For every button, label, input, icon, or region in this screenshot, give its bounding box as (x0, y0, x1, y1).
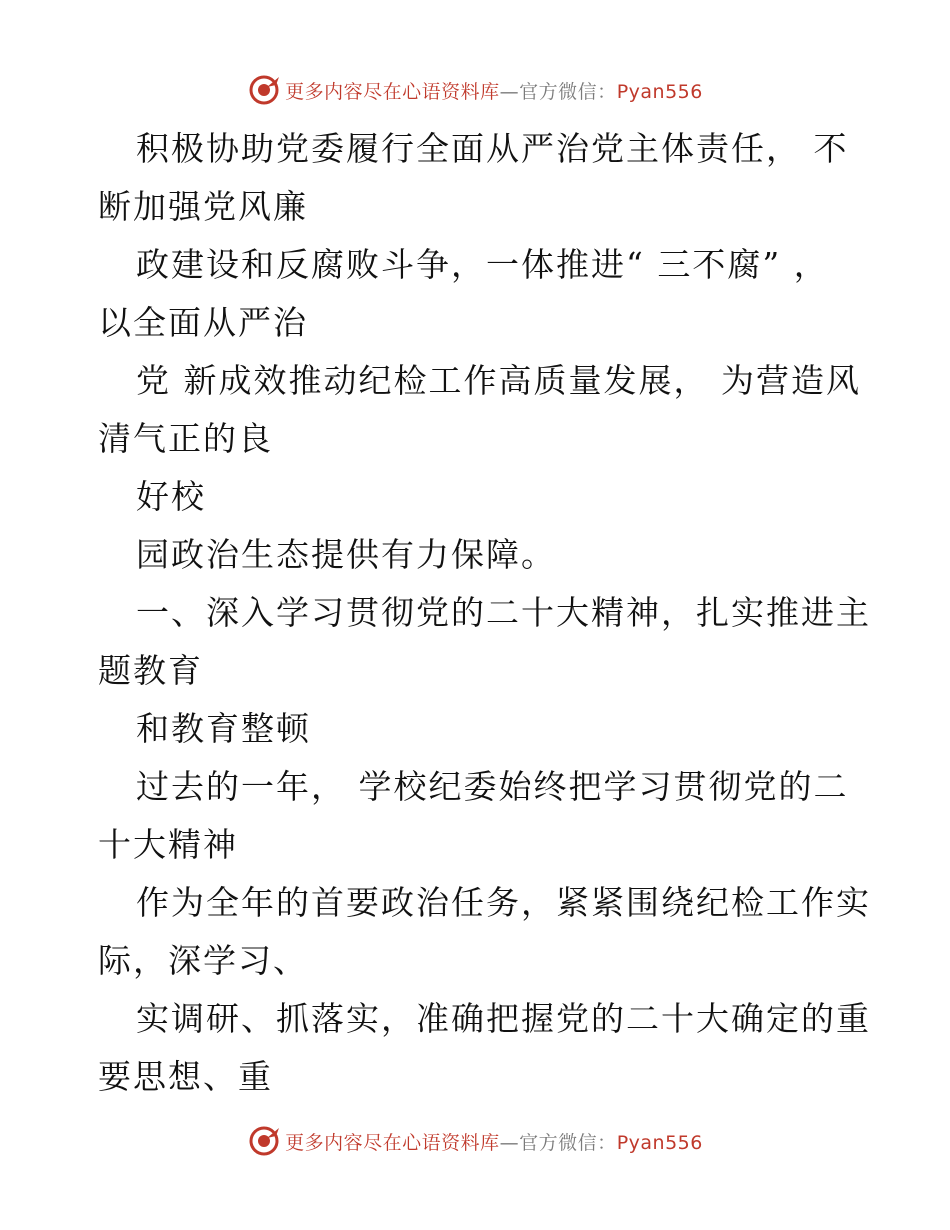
text-line: 园政治生态提供有力保障。 (136, 535, 556, 574)
banner-wechat-label: —官方微信： (499, 80, 617, 103)
banner-text (285, 1128, 703, 1155)
text-line: 际，深学习、 (98, 941, 308, 980)
text-line: 好校 (136, 477, 206, 516)
banner-wechat-id: Pyan556 (616, 80, 703, 103)
document-body (98, 120, 871, 1106)
text-line: 过去的一年， 学校纪委始终把学习贯彻党的二 (136, 767, 849, 806)
banner-site-name: 更多内容尽在心语资料库 (285, 80, 500, 103)
banner-site-name: 更多内容尽在心语资料库 (285, 1131, 500, 1154)
logo-icon (247, 1124, 281, 1158)
header-banner (0, 70, 950, 110)
text-line: 实调研、抓落实，准确把握党的二十大确定的重 (136, 999, 871, 1038)
text-line: 十大精神 (98, 825, 238, 864)
text-line: 要思想、重 (98, 1057, 273, 1096)
logo-icon (247, 73, 281, 107)
text-line: 断加强党风廉 (98, 187, 308, 226)
text-line: 积极协助党委履行全面从严治党主体责任， 不 (136, 129, 849, 168)
text-line: 以全面从严治 (98, 303, 308, 342)
text-line: 作为全年的首要政治任务，紧紧围绕纪检工作实 (136, 883, 871, 922)
footer-banner (0, 1121, 950, 1161)
text-line: 政建设和反腐败斗争，一体推进“ 三不腐” ， (136, 245, 829, 284)
text-line: 党 新成效推动纪检工作高质量发展， 为营造风 (136, 361, 861, 400)
banner-text (285, 77, 703, 104)
text-line: 和教育整顿 (136, 709, 311, 748)
text-line: 清气正的良 (98, 419, 273, 458)
text-line: 一、深入学习贯彻党的二十大精神，扎实推进主 (136, 593, 871, 632)
text-line: 题教育 (98, 651, 203, 690)
banner-wechat-label: —官方微信： (499, 1131, 617, 1154)
banner-wechat-id: Pyan556 (616, 1131, 703, 1154)
